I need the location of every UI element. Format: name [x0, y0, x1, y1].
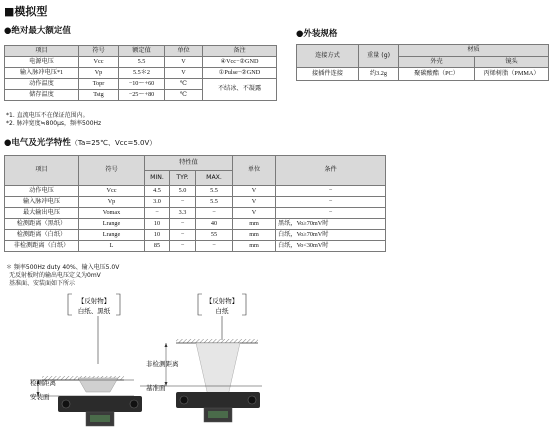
- table-cell: −: [170, 197, 196, 208]
- table-cell: V: [165, 57, 203, 68]
- table-cell: L: [79, 241, 145, 252]
- table-cell: 储存温度: [5, 90, 79, 101]
- right-reflector-label: 【反射物】: [205, 297, 239, 305]
- table-cell: V: [233, 186, 276, 197]
- table-cell: 5.5: [196, 186, 233, 197]
- electrical-notes: [6, 264, 119, 288]
- elec-header-typ: TYP.: [170, 171, 196, 186]
- elec-header-item: 项目: [5, 156, 79, 186]
- table-cell: Lrange: [79, 230, 145, 241]
- table-cell: 检测距离（白纸）: [5, 230, 79, 241]
- abs-max-table: [4, 45, 277, 101]
- electrical-heading: [4, 136, 156, 148]
- table-cell: mm: [233, 241, 276, 252]
- table-cell: −: [196, 208, 233, 219]
- page-title: ■模拟型: [4, 5, 48, 18]
- table-cell: 动作温度: [5, 79, 79, 90]
- table-cell: Topr: [79, 79, 119, 90]
- table-cell: 5.5＊2: [119, 68, 165, 79]
- table-cell: ④Vcc−②GND: [203, 57, 277, 68]
- right-sensor-body: [176, 392, 260, 408]
- table-cell: 3.0: [145, 197, 170, 208]
- elec-header-characteristic: 特性值: [145, 156, 233, 171]
- table-cell: 电源电压: [5, 57, 79, 68]
- right-sensor-hole: [248, 396, 256, 404]
- table-cell: Vcc: [79, 57, 119, 68]
- arrow-head: [165, 343, 168, 347]
- table-cell: −: [276, 197, 386, 208]
- elec-header-unit: 单位: [233, 156, 276, 186]
- right-sensor-hole: [180, 396, 188, 404]
- table-cell: Vcc: [79, 186, 145, 197]
- table-cell: mm: [233, 219, 276, 230]
- table-cell: 检测距离（黑纸）: [5, 219, 79, 230]
- table-cell: 不结冰、不凝露: [203, 79, 277, 101]
- table-cell: V: [233, 208, 276, 219]
- elec-header-min: MIN.: [145, 171, 170, 186]
- table-cell: 非检测距离（白纸）: [5, 241, 79, 252]
- table-row: [5, 186, 386, 197]
- abs-header-symbol: 符号: [79, 46, 119, 57]
- abs-header-remark: 备注: [203, 46, 277, 57]
- table-cell: 接插件连接: [297, 68, 359, 81]
- table-cell: V: [165, 68, 203, 79]
- table-cell: 丙烯树脂（PMMA）: [475, 68, 549, 81]
- abs-header-item: 项目: [5, 46, 79, 57]
- elec-header-symbol: 符号: [79, 156, 145, 186]
- table-cell: 白纸，Vo≥70mV时: [276, 230, 386, 241]
- left-connector-pins: [90, 415, 110, 422]
- note-line: ＊ 频率500Hz duty 40%、输入电压5.0V: [6, 264, 120, 271]
- table-cell: 聚碳酸酯（PC）: [399, 68, 475, 81]
- reference-surface-label: 基准面: [146, 384, 166, 392]
- table-cell: −: [276, 208, 386, 219]
- table-cell: 最大输出电压: [5, 208, 79, 219]
- electrical-heading-text: ●电气及光学特性: [4, 138, 71, 148]
- electrical-table: [4, 155, 386, 252]
- table-cell: 40: [196, 219, 233, 230]
- abs-max-heading: ●绝对最大额定值: [4, 26, 71, 36]
- table-cell: ℃: [165, 90, 203, 101]
- table-cell: −: [276, 186, 386, 197]
- spec-header-lens: 镜头: [475, 57, 549, 68]
- abs-header-unit: 单位: [165, 46, 203, 57]
- table-cell: −10〜+60: [119, 79, 165, 90]
- spec-header-case: 外壳: [399, 57, 475, 68]
- detect-distance-label: 检测距离: [30, 379, 56, 387]
- table-cell: 白纸，Vo<30mV时: [276, 241, 386, 252]
- table-cell: 85: [145, 241, 170, 252]
- table-row: [5, 241, 386, 252]
- note-line: 基准面、安装面如下所示: [9, 280, 76, 287]
- elec-header-max: MAX.: [196, 171, 233, 186]
- table-cell: 输入脉冲电压*1: [5, 68, 79, 79]
- spec-header-material: 材质: [399, 45, 549, 57]
- spec-table: [296, 44, 549, 81]
- table-row: [5, 219, 386, 230]
- table-row: [5, 230, 386, 241]
- spec-header-weight: 重量 (g): [359, 45, 399, 68]
- non-detect-distance-label: 非检测距离: [146, 360, 179, 368]
- spec-header-connection: 连接方式: [297, 45, 359, 68]
- right-light-beam: [196, 343, 240, 396]
- spec-heading: ●外装规格: [296, 29, 338, 39]
- table-cell: 10: [145, 219, 170, 230]
- table-cell: ℃: [165, 79, 203, 90]
- table-cell: −: [170, 230, 196, 241]
- left-sensor-hole: [130, 400, 138, 408]
- table-cell: V: [233, 197, 276, 208]
- abs-max-notes: [6, 112, 101, 128]
- table-cell: 5.5: [196, 197, 233, 208]
- right-reflector-plate: [176, 339, 258, 343]
- note-line: *2. 脉冲宽度≒800μs，频率500Hz: [6, 120, 102, 127]
- table-cell: 输入脉冲电压: [5, 197, 79, 208]
- table-cell: 约3.2g: [359, 68, 399, 81]
- right-reflector-type: 白纸: [215, 307, 229, 315]
- mount-surface-label: 安装面: [30, 393, 50, 401]
- table-row: [5, 208, 386, 219]
- left-reflector-type: 白纸、黑纸: [77, 307, 111, 315]
- note-line: *1. 直流电压不在保证范围内。: [6, 112, 89, 119]
- table-cell: −: [145, 208, 170, 219]
- table-cell: 3.3: [170, 208, 196, 219]
- table-cell: Lrange: [79, 219, 145, 230]
- table-cell: mm: [233, 230, 276, 241]
- table-row: [5, 197, 386, 208]
- table-cell: Vp: [79, 197, 145, 208]
- table-cell: 动作电压: [5, 186, 79, 197]
- left-sensor-body: [58, 396, 142, 412]
- table-cell: Vp: [79, 68, 119, 79]
- table-cell: ①Pulse−②GND: [203, 68, 277, 79]
- left-sensor-hole: [62, 400, 70, 408]
- table-cell: 10: [145, 230, 170, 241]
- note-line: 无反射板时的输出电压定义为0mV: [9, 272, 101, 279]
- table-cell: 黑纸，Vo≥70mV时: [276, 219, 386, 230]
- table-cell: −25〜+80: [119, 90, 165, 101]
- table-cell: Tstg: [79, 90, 119, 101]
- abs-header-rating: 额定值: [119, 46, 165, 57]
- elec-header-condition: 条件: [276, 156, 386, 186]
- table-cell: 55: [196, 230, 233, 241]
- table-cell: −: [196, 241, 233, 252]
- table-cell: −: [170, 241, 196, 252]
- mounting-diagram: [0, 292, 557, 436]
- right-connector-pins: [208, 411, 228, 418]
- table-cell: 4.5: [145, 186, 170, 197]
- table-cell: 5.0: [170, 186, 196, 197]
- table-cell: −: [170, 219, 196, 230]
- table-cell: Vomax: [79, 208, 145, 219]
- left-reflector-label: 【反射物】: [77, 297, 111, 305]
- electrical-heading-condition: （Ta=25℃、Vcc=5.0V）: [70, 139, 157, 147]
- table-cell: 5.5: [119, 57, 165, 68]
